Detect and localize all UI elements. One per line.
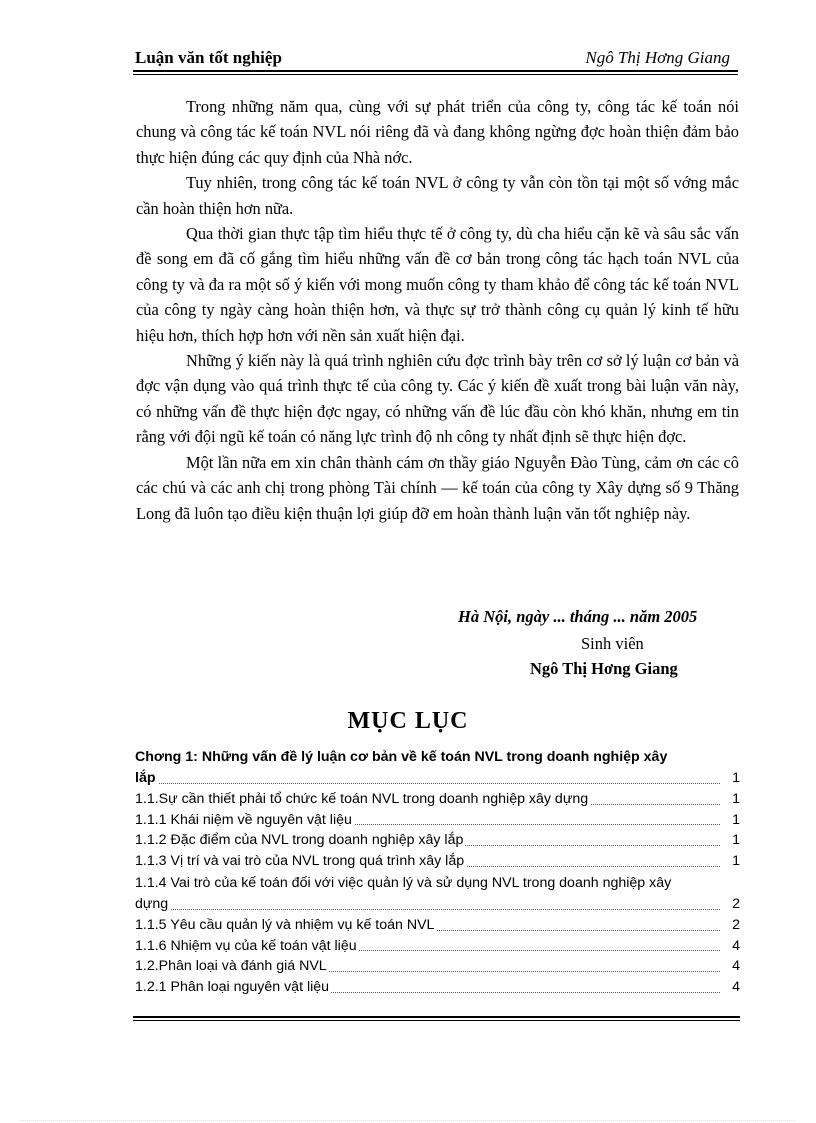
toc-page-number: 1 (728, 830, 740, 851)
toc-chapter-1-line2[interactable] (135, 768, 740, 789)
toc-entry-text: 1.1.2 Đặc điểm của NVL trong doanh nghiệp xây lắp (135, 832, 464, 849)
paragraph-1: Trong những năm qua, cùng với sự phát triển của công ty, công tác kế toán nói chung và công tác kế toán NVL nói riêng đã và đang không ngừng đợc hoàn thiện đảm bảo thực hiện đúng các quy định của Nhà nớc. (136, 97, 739, 167)
toc-entry-text: 1.1.5 Yêu cầu quản lý và nhiệm vụ kế toán NVL (135, 916, 435, 933)
toc-entry-text: 1.1.4 Vai trò của kế toán đối với việc quản lý và sử dụng NVL trong doanh nghiệp xây (135, 874, 672, 891)
toc-leader (135, 909, 720, 910)
signature-date: Hà Nội, ngày ... tháng ... năm 2005 (458, 607, 698, 626)
toc-entry-text: 1.2.1 Phân loại nguyên vật liệu (135, 979, 330, 996)
toc-entry-text: 1.1.Sự cần thiết phải tổ chức kế toán NVL trong doanh nghiệp xây dựng (135, 790, 589, 807)
toc-entry-text: 1.1.6 Nhiệm vụ của kế toán vật liệu (135, 937, 357, 954)
header-rule-thin (133, 74, 738, 75)
toc-item-1-1-4-line1[interactable] (135, 872, 740, 894)
toc-page-number: 1 (728, 851, 740, 872)
toc-entry-text: 1.2.Phân loại và đánh giá NVL (135, 958, 327, 975)
toc-entry-text: dựng (135, 895, 169, 912)
toc-item-1-1-4-line2[interactable] (135, 894, 740, 915)
toc-title: MỤC LỤC (347, 708, 469, 734)
paragraph-3: Qua thời gian thực tập tìm hiểu thực tế ở công ty, dù cha hiểu cặn kẽ và sâu sắc vấn đề song em đã cố gắng tìm hiểu những vấn đề cơ bản trong công tác hạch toán NVL của công ty và đa ra một số ý kiến với mong muốn công ty tham khảo để công tác kế toán NVL của công ty ngày càng hoàn thiện hơn, và thực sự trở thành công cụ quản lý kinh tế hữu hiệu hơn, thích hợp hơn với nền sản xuất hiện đại. (136, 224, 739, 345)
toc-page-number: 2 (728, 915, 740, 936)
toc-item-1-1[interactable] (135, 789, 740, 810)
table-of-contents (135, 746, 740, 998)
toc-entry-text: lắp (135, 770, 156, 786)
toc-page-number: 1 (728, 768, 740, 789)
toc-page-number: 2 (728, 894, 740, 915)
paragraph-4: Những ý kiến này là quá trình nghiên cứu đợc trình bày trên cơ sở lý luận cơ bản và đợc vận dụng vào quá trình thực tế của công ty. Các ý kiến đề xuất trong bài luận văn này, có những vấn đề thực hiện đợc ngay, có những vấn đề lúc đầu còn khó khăn, nhưng em tin rằng với đội ngũ kế toán có năng lực trình độ nh công ty nhất định sẽ thực hiện đợc. (136, 351, 739, 447)
header-title: Luận văn tốt nghiệp (135, 48, 282, 67)
toc-item-1-1-2[interactable] (135, 830, 740, 851)
toc-entry-text: 1.1.3 Vị trí và vai trò của NVL trong quá trình xây lắp (135, 853, 465, 870)
toc-entry-text: 1.1.1 Khái niệm về nguyên vật liệu (135, 811, 352, 828)
toc-page-number: 1 (728, 789, 740, 810)
toc-item-1-1-6[interactable] (135, 936, 740, 957)
toc-page-number: 4 (728, 936, 740, 957)
page-bottom-dots (20, 1120, 796, 1121)
toc-entry-text: Chơng 1: Những vấn đề lý luận cơ bản về kế toán NVL trong doanh nghiệp xây (135, 749, 668, 765)
toc-leader (135, 783, 720, 784)
signature-role: Sinh viên (581, 634, 644, 653)
toc-item-1-2[interactable] (135, 956, 740, 977)
toc-page-number: 4 (728, 956, 740, 977)
toc-item-1-1-3[interactable] (135, 851, 740, 872)
toc-page-number: 1 (728, 810, 740, 831)
body-text (136, 94, 739, 526)
footer-rule-thin (133, 1020, 740, 1021)
toc-item-1-1-1[interactable] (135, 810, 740, 831)
paragraph-2: Tuy nhiên, trong công tác kế toán NVL ở công ty vẫn còn tồn tại một số vớng mắc cần hoàn thiện hơn nữa. (136, 173, 739, 218)
toc-chapter-1-line1[interactable] (135, 746, 740, 768)
page-header (135, 46, 738, 70)
toc-item-1-1-5[interactable] (135, 915, 740, 936)
toc-item-1-2-1[interactable] (135, 977, 740, 998)
header-author: Ngô Thị Hơng Giang (585, 48, 730, 67)
paragraph-5: Một lần nữa em xin chân thành cám ơn thầy giáo Nguyễn Đào Tùng, cảm ơn các cô các chú và các anh chị trong phòng Tài chính — kế toán của công ty Xây dựng số 9 Thăng Long đã luôn tạo điều kiện thuận lợi giúp đỡ em hoàn thành luận văn tốt nghiệp này. (136, 452, 739, 523)
signature-name: Ngô Thị Hơng Giang (530, 659, 678, 678)
header-rule (133, 70, 738, 72)
toc-page-number: 4 (728, 977, 740, 998)
footer-rule (133, 1016, 740, 1018)
